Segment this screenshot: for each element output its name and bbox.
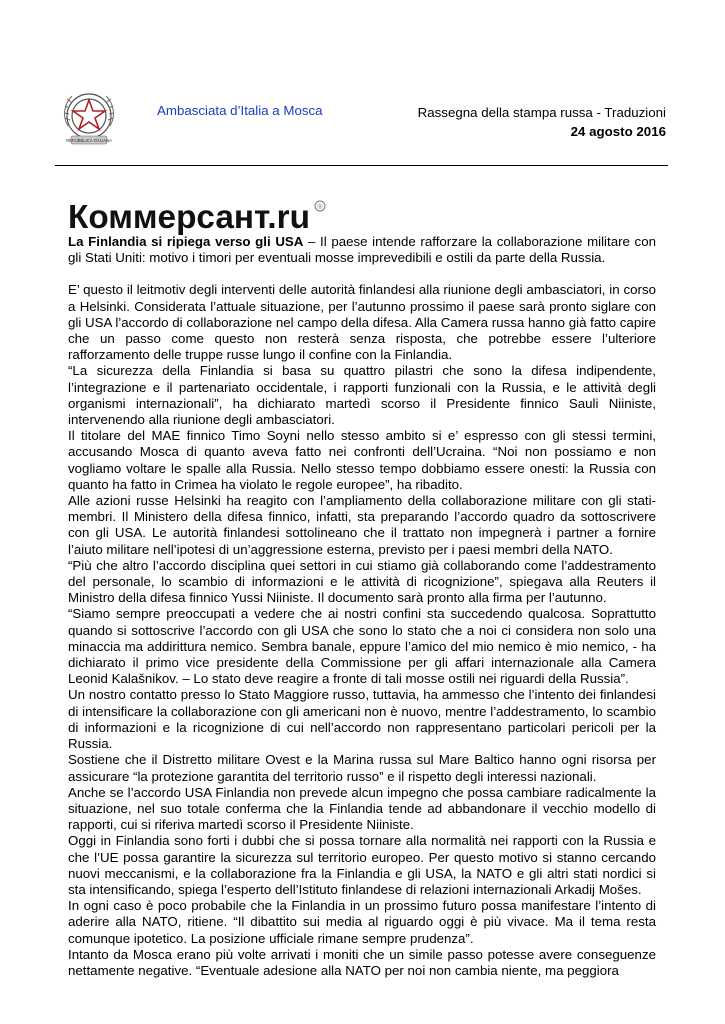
svg-text:®: ® <box>317 204 323 211</box>
article-paragraph: “Più che altro l’accordo disciplina quei settori in cui stiamo già collaborando come l’addestramento del personale, lo scambio di informazioni e le attività di ricognizione”, spiegava alla Reuters il Ministro della difesa finnico Yussi Niiniste. Il documento sarà pronto alla firma per l’autunno. <box>68 557 656 606</box>
article-paragraph: Alle azioni russe Helsinki ha reagito con l’ampliamento della collaborazione militare con gli stati-membri. Il Ministero della difesa finnico, infatti, sta preparando l’accordo quadro da sottoscrivere con gli USA. Le autorità finlandesi sottolineano che il trattato non impegnerà i partner a fornire l’aiuto militare nell’ipotesi di un’aggressione esterna, previsto per i paesi membri della NATO. <box>68 493 656 557</box>
header-divider <box>55 165 668 166</box>
svg-text:REPUBBLICA ITALIANA: REPUBBLICA ITALIANA <box>66 138 112 143</box>
article-paragraph: Un nostro contatto presso lo Stato Maggiore russo, tuttavia, ha ammesso che l’intento dei finlandesi di intensificare la collaborazione con gli americani non è nuovo, mentre l’addestramento, lo scambio di informazioni e la ricognizione di cui nell’accordo non rappresentano particolari pericoli per la Russia. <box>68 687 656 752</box>
logo-text: Коммерсант.ru <box>68 198 310 235</box>
article-title: La Finlandia si ripiega verso gli USA <box>68 234 304 249</box>
italian-republic-emblem <box>58 86 120 152</box>
article-paragraph: “Siamo sempre preoccupati a vedere che ai nostri confini sta succedendo qualcosa. Soprattutto quando si sottoscrive l’accordo con gli USA che sono lo stato che a noi ci considera non solo una minaccia ma addirittura nemico. Sembra banale, eppure l’amico del mio nemico è mio nemico, - ha dichiarato il primo vice presidente della Commissione per gli affari internazionale alla Camera Leonid Kalašnikov. – Lo stato deve reagire a fronte di tali mosse ostili nei riguardi della Russia”. <box>68 606 656 687</box>
article-paragraph: E’ questo il leitmotiv degli interventi delle autorità finlandesi alla riunione degli ambasciatori, in corso a Helsinki. Considerata l’attuale situazione, per l’autunno prossimo il paese sarà pronto siglare con gli USA l’accordo di collaborazione nel campo della difesa. Alla Camera russa hanno già fatto capire che un passo come questo non resterà senza risposta, che potrebbe essere l’ulteriore rafforzamento delle truppe russe lungo il confine con la Finlandia. <box>68 282 656 363</box>
article-lead <box>68 234 656 266</box>
article-paragraph: Anche se l’accordo USA Finlandia non prevede alcun impegno che possa cambiare radicalmente la situazione, nel suo totale conferma che la Finlandia tende ad abbandonare il vecchio modello di rapporti, cui si riferiva martedì scorso il Presidente Niiniste. <box>68 784 656 833</box>
embassy-name: Ambasciata d’Italia a Mosca <box>157 103 323 118</box>
article-body <box>68 234 656 979</box>
review-title: Rassegna della stampa russa - Traduzioni <box>417 105 666 120</box>
kommersant-logo <box>68 196 330 236</box>
article-paragraph: Sostiene che il Distretto militare Ovest e la Marina russa sul Mare Baltico hanno ogni risorsa per assicurare “la protezione garantita del territorio russo” e il rispetto degli interessi nazionali. <box>68 752 656 784</box>
review-date: 24 agosto 2016 <box>570 124 666 139</box>
article-lead-text: – Il paese intende rafforzare la collaborazione militare con gli Stati Uniti: motivo i timori per eventuali mosse imprevedibili e ostili da parte della Russia. <box>68 234 656 266</box>
article-paragraph: Oggi in Finlandia sono forti i dubbi che si possa tornare alla normalità nei rapporti con la Russia e che l’UE possa garantire la sicurezza sul territorio europeo. Per questo motivo si stanno cercando nuovi meccanismi, e la collaborazione fra la Finlandia e gli USA, la NATO e gli altri stati nordici si sta intensificando, spiega l’esperto dell’Istituto finlandese di relazioni internazionali Arkadij Mošes. <box>68 833 656 897</box>
article-paragraph: Il titolare del MAE finnico Timo Soyni nello stesso ambito si e’ espresso con gli stessi termini, accusando Mosca di quanto aveva fatto nei confronti dell’Ucraina. “Noi non possiamo e non vogliamo voltare le spalle alla Russia. Nello stesso tempo dobbiamo essere onesti: la Russia con quanto ha fatto in Crimea ha violato le regole europee”, ha ribadito. <box>68 428 656 492</box>
press-review-heading <box>418 103 666 141</box>
article-paragraph: In ogni caso è poco probabile che la Finlandia in un prossimo futuro possa manifestare l’intento di aderire alla NATO, ritiene. “Il dibattito sui media al riguardo oggi è più vivace. Ma il tema resta comunque ipotetico. La posizione ufficiale rimane sempre prudenza”. <box>68 898 656 946</box>
article-paragraph: “La sicurezza della Finlandia si basa su quattro pilastri che sono la difesa indipendente, l’integrazione e il partenariato occidentale, i rapporti funzionali con la Russia, e le attività degli organismi internazionali”, ha dichiarato martedì scorso il Presidente finnico Sauli Niiniste, intervenendo alla riunione degli ambasciatori. <box>68 363 656 428</box>
article-paragraph: Intanto da Mosca erano più volte arrivati i moniti che un simile passo potesse avere conseguenze nettamente negative. “Eventuale adesione alla NATO per noi non cambia niente, ma peggiora <box>68 946 656 978</box>
